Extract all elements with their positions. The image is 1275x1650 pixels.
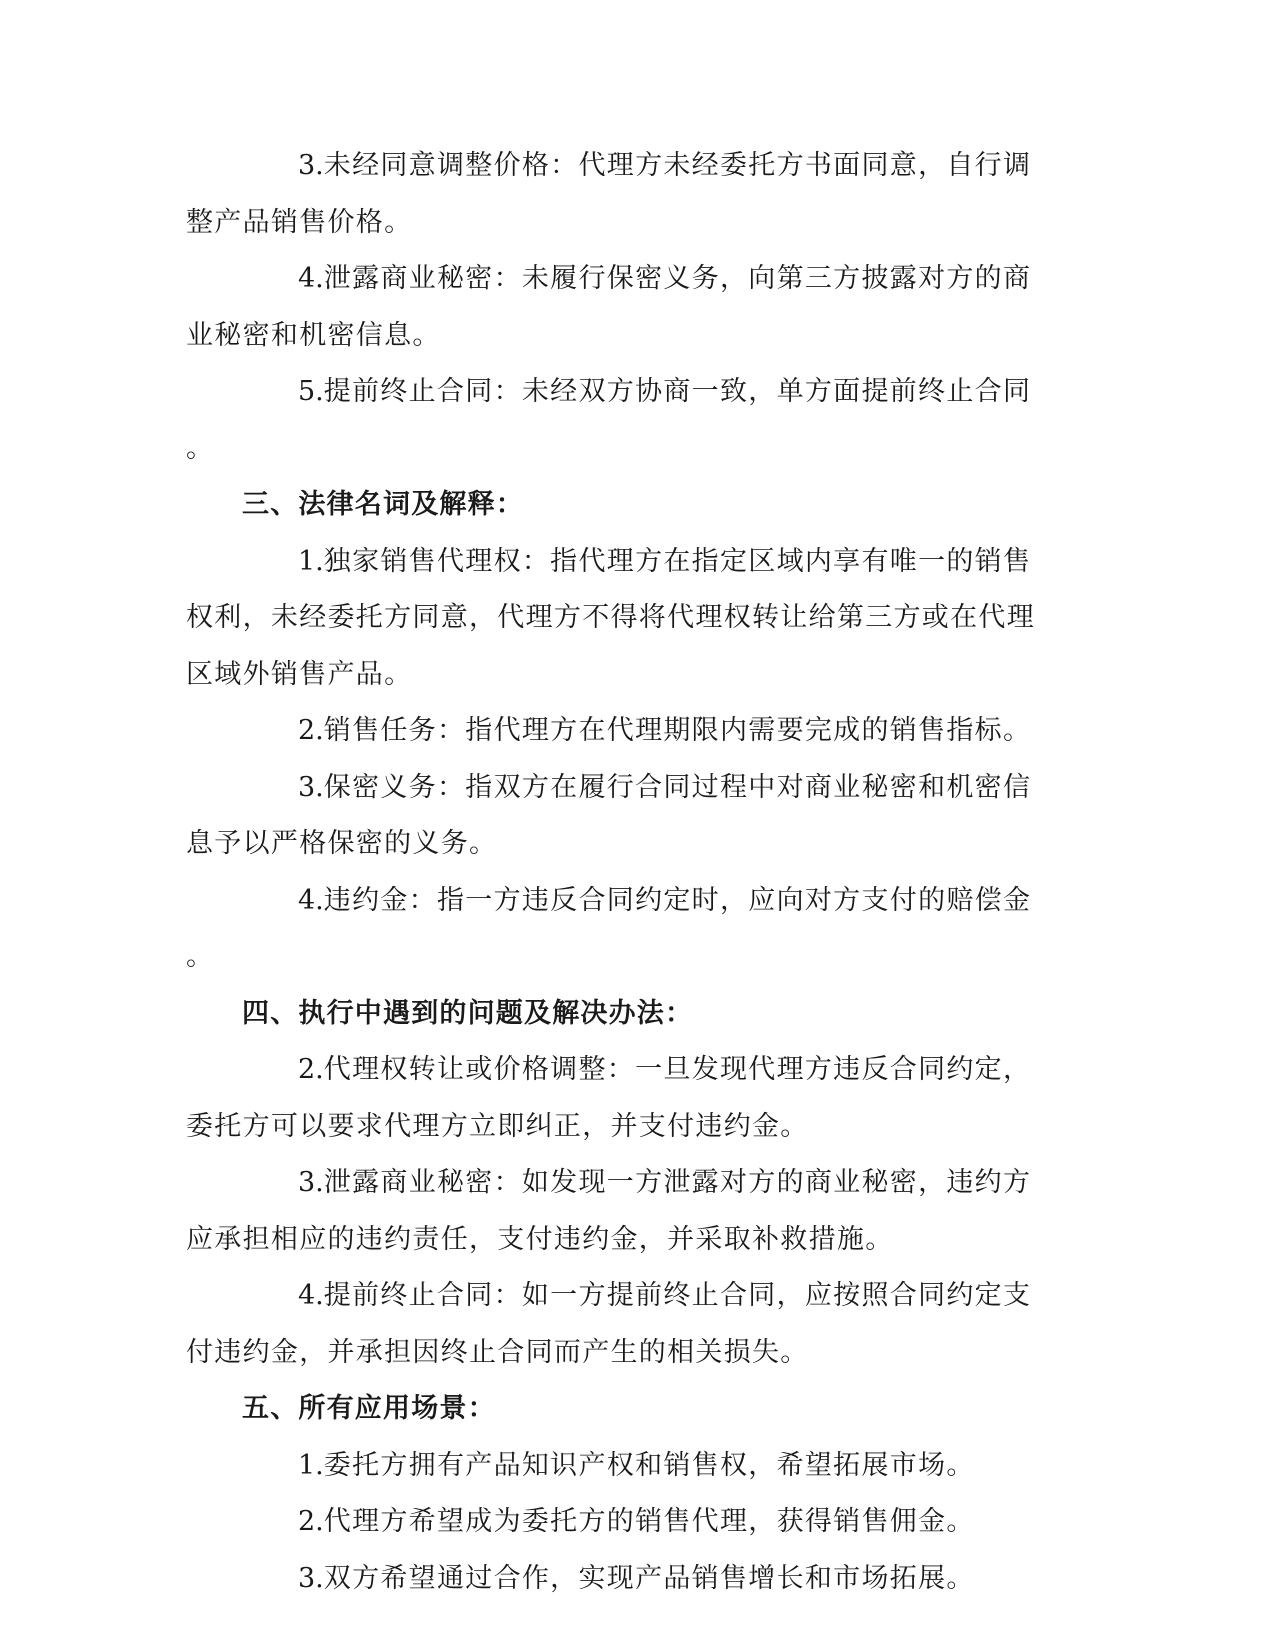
item-text: 销售任务：指代理方在代理期限内需要完成的销售指标。	[323, 715, 1032, 746]
list-item	[186, 1494, 1058, 1551]
section-heading-application-scenarios: 五、所有应用场景：	[242, 1393, 496, 1424]
list-item	[186, 760, 1058, 873]
item-text: 代理权转让或价格调整：一旦发现代理方违反合同约定，委托方可以要求代理方立即纠正，并支付违约金。	[186, 1054, 1032, 1142]
item-text: 代理方希望成为委托方的销售代理，获得销售佣金。	[323, 1506, 975, 1537]
item-number: 3.	[298, 771, 324, 803]
item-number: 2.	[298, 1506, 324, 1537]
list-item	[186, 1551, 1058, 1608]
item-number: 1.	[298, 1449, 324, 1481]
list-item	[186, 1155, 1058, 1268]
item-number: 3.	[298, 1562, 324, 1594]
list-item	[186, 873, 1058, 986]
list-item	[186, 1268, 1058, 1381]
item-number: 4.	[298, 884, 324, 916]
item-number: 2.	[298, 715, 324, 746]
item-number: 3.	[298, 150, 324, 181]
item-text: 独家销售代理权：指代理方在指定区域内享有唯一的销售权利，未经委托方同意，代理方不得将代理权转让给第三方或在代理区域外销售产品。	[186, 545, 1035, 690]
section-heading-problems-solutions: 四、执行中遇到的问题及解决办法：	[242, 997, 694, 1029]
item-text: 委托方拥有产品知识产权和销售权，希望拓展市场。	[323, 1449, 975, 1481]
document-body	[186, 138, 1058, 1607]
item-number: 5.	[298, 376, 324, 407]
item-text: 提前终止合同：如一方提前终止合同，应按照合同约定支付违约金，并承担因终止合同而产生的相关损失。	[186, 1280, 1032, 1368]
item-text: 未经同意调整价格：代理方未经委托方书面同意，自行调整产品销售价格。	[186, 150, 1032, 238]
list-item	[186, 364, 1058, 477]
item-text: 泄露商业秘密：未履行保密义务，向第三方披露对方的商业秘密和机密信息。	[186, 263, 1032, 351]
item-text: 提前终止合同：未经双方协商一致，单方面提前终止合同。	[186, 376, 1032, 464]
list-item	[186, 138, 1058, 251]
item-number: 4.	[298, 1280, 324, 1311]
item-number: 3.	[298, 1167, 324, 1198]
section-heading-legal-terms: 三、法律名词及解释：	[242, 489, 524, 520]
item-text: 双方希望通过合作，实现产品销售增长和市场拓展。	[323, 1562, 975, 1594]
item-text: 保密义务：指双方在履行合同过程中对商业秘密和机密信息予以严格保密的义务。	[186, 771, 1032, 859]
item-text: 泄露商业秘密：如发现一方泄露对方的商业秘密，违约方应承担相应的违约责任，支付违约金，并采取补救措施。	[186, 1167, 1032, 1255]
item-text: 违约金：指一方违反合同约定时，应向对方支付的赔偿金。	[186, 884, 1032, 972]
list-item	[186, 251, 1058, 364]
item-number: 2.	[298, 1054, 324, 1085]
item-number: 1.	[298, 545, 324, 577]
item-number: 4.	[298, 263, 324, 294]
list-item	[186, 1438, 1058, 1495]
list-item	[186, 703, 1058, 760]
list-item	[186, 1042, 1058, 1155]
list-item	[186, 534, 1058, 704]
